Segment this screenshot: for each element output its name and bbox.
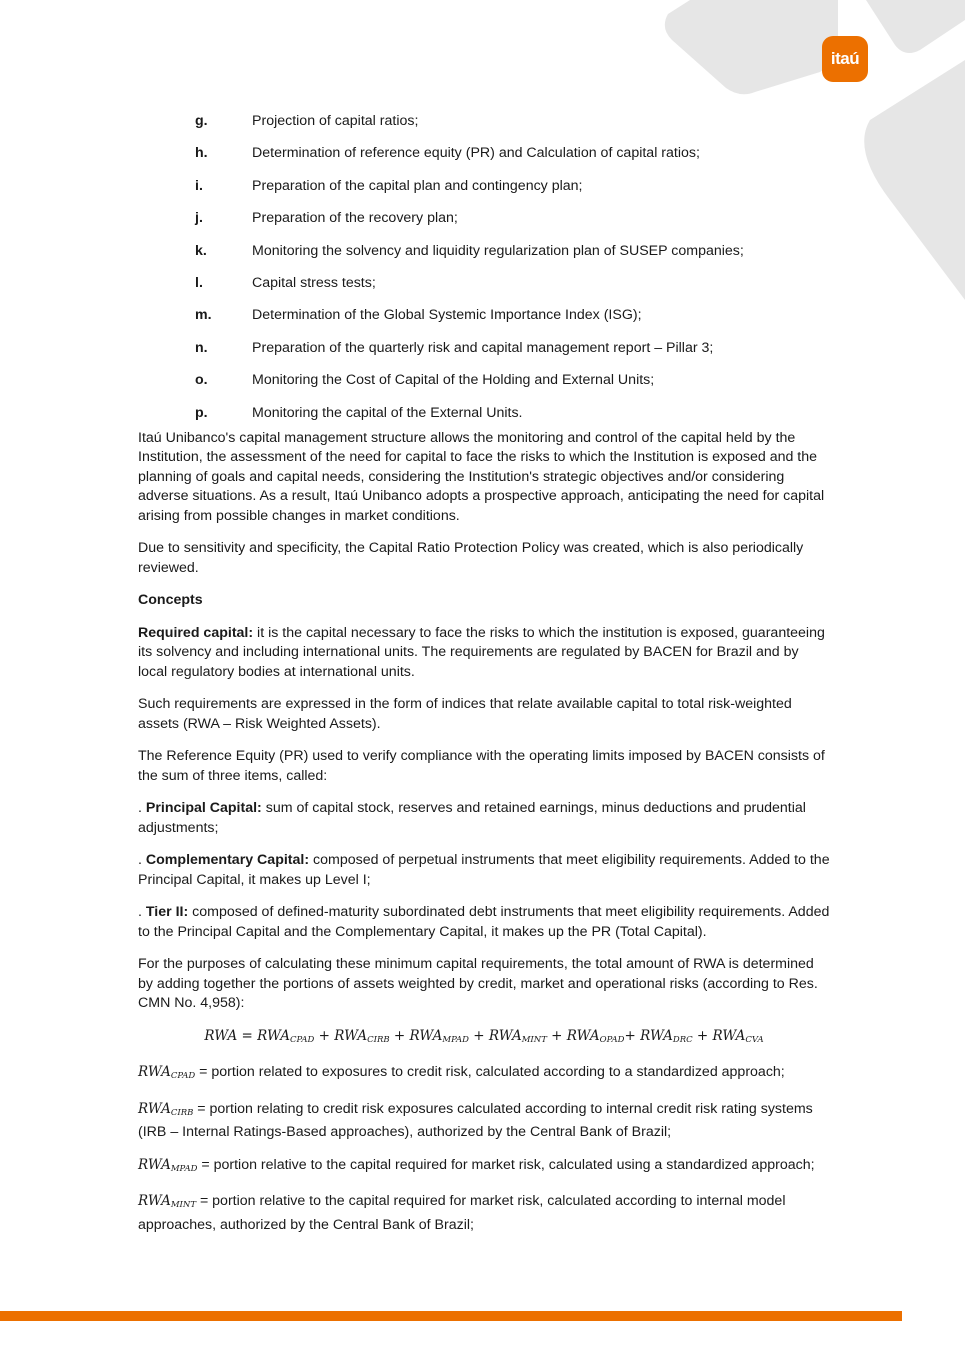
concepts-heading: Concepts [138,592,203,609]
definition-text: = portion relative to the capital required for market risk, calculated using a standardized approach; [197,1156,815,1173]
list-letter: p. [195,404,208,421]
formula-term: $RWA_{DRC}$ [640,1027,693,1045]
definition-cirb [138,1100,830,1143]
formula-term: $RWA_{CIRB}$ [334,1027,390,1045]
list-item [195,306,830,338]
responsibilities-list [138,112,830,429]
decorative-shape-left [665,0,838,94]
document-body [138,112,830,1248]
definition-mint [138,1192,830,1235]
definition-cpad [138,1063,830,1087]
list-text: Monitoring the capital of the External Units. [252,404,523,421]
list-item [195,371,830,403]
list-item [195,274,830,306]
decorative-shape-right [864,60,965,300]
formula-term: $RWA_{CPAD}$ [257,1027,315,1045]
definition-symbol: $RWA_{CIRB}$ [138,1100,194,1118]
definition-symbol: $RWA_{MINT}$ [138,1193,196,1211]
list-letter: j. [195,210,203,227]
definition-symbol: $RWA_{CPAD}$ [138,1064,196,1082]
principal-capital-text: sum of capital stock, reserves and retained earnings, minus deductions and prudential adjustments; [138,800,806,836]
list-item [195,404,830,429]
list-text: Capital stress tests; [252,274,376,291]
rwa-intro-paragraph: For the purposes of calculating these minimum capital requirements, the total amount of RWA is determined by adding together the portions of assets weighted by credit, market and operational risks (according to Res. CMN No. 4,958): [138,956,818,1012]
list-letter: m. [195,307,212,324]
required-capital-paragraph [138,624,830,683]
complementary-capital-item [138,851,830,890]
list-item [195,112,830,144]
required-capital-text: it is the capital necessary to face the risks to which the institution is exposed, guaranteeing its solvency and including international units. The requirements are regulated by BACEN for Brazil and by local regulatory bodies at international units. [138,624,825,680]
principal-capital-label: Principal Capital: [145,800,262,817]
list-item [195,177,830,209]
formula-term: $RWA_{OPAD}$ [566,1027,625,1045]
list-letter: o. [195,372,208,389]
list-item [195,144,830,176]
list-letter: l. [195,274,203,291]
definition-text: = portion relative to the capital required for market risk, calculated according to internal model approaches, authorized by the Central Bank of Brazil; [138,1193,786,1233]
list-letter: g. [195,113,208,129]
list-text: Monitoring the Cost of Capital of the Holding and External Units; [252,372,655,389]
structure-paragraph: Itaú Unibanco's capital management structure allows the monitoring and control of the capital held by the Institution, the assessment of the need for capital to face the risks to which the Institution is exposed and the planning of goals and capital needs, considering the Institution's strategic objectives and/or considering adverse situations. As a result, Itaú Unibanco adopts a prospective approach, anticipating the need for capital arising from possible changes in market conditions. [138,429,825,524]
formula-lhs: RWA [204,1027,238,1044]
list-letter: h. [195,145,208,162]
formula-term: $RWA_{CVA}$ [712,1027,764,1045]
list-letter: n. [195,339,208,356]
list-text: Preparation of the recovery plan; [252,210,458,227]
principal-capital-item [138,799,830,838]
complementary-capital-text: composed of perpetual instruments that meet eligibility requirements. Added to the Principal Capital, it makes up Level I; [138,852,830,888]
definition-symbol: $RWA_{MPAD}$ [138,1156,198,1174]
formula-term: $RWA_{MINT}$ [488,1027,547,1045]
list-text: Projection of capital ratios; [252,113,419,129]
list-text: Monitoring the solvency and liquidity regularization plan of SUSEP companies; [252,242,744,259]
definition-text: = portion related to exposures to credit risk, calculated according to a standardized approach; [195,1064,785,1081]
itau-logo: itaú [822,36,868,82]
bullet-dot: . [138,800,146,817]
complementary-capital-label: Complementary Capital: [145,852,310,869]
list-item [195,209,830,241]
bullet-dot: . [138,852,146,869]
formula-term: $RWA_{MPAD}$ [409,1027,469,1045]
list-text: Determination of reference equity (PR) and Calculation of capital ratios; [252,145,700,162]
definition-text: = portion relating to credit risk exposures calculated according to internal credit risk rating systems (IRB – Internal Ratings-Based approaches), authorized by the Central Bank of Brazil; [138,1100,813,1141]
list-item [195,339,830,371]
formula-equals: = [237,1027,258,1044]
footer-accent-bar [0,1311,902,1321]
reference-equity-paragraph: The Reference Equity (PR) used to verify compliance with the operating limits imposed by BACEN consists of the sum of three items, called: [138,748,825,784]
bullet-dot: . [138,904,146,921]
decorative-shape-right-top [866,0,965,53]
required-capital-label: Required capital: [138,624,254,641]
list-text: Determination of the Global Systemic Importance Index (ISG); [252,307,642,324]
list-item [195,242,830,274]
list-text: Preparation of the quarterly risk and capital management report – Pillar 3; [252,339,714,356]
tier2-text: composed of defined-maturity subordinated debt instruments that meet eligibility requirements. Added to the Principal Capital and the Complementary Capital, it makes up the PR (Total Capital). [138,904,830,940]
definition-mpad [138,1156,830,1180]
list-text: Preparation of the capital plan and contingency plan; [252,177,583,194]
list-letter: i. [195,177,203,194]
policy-paragraph: Due to sensitivity and specificity, the Capital Ratio Protection Policy was created, which is also periodically reviewed. [138,540,804,576]
indices-paragraph: Such requirements are expressed in the form of indices that relate available capital to total risk-weighted assets (RWA – Risk Weighted Assets). [138,696,792,732]
rwa-formula: RWA = $RWA_{CPAD} + RWA_{CIRB} + RWA_{MPAD} + RWA_{MINT} + RWA_{OPAD}+ RWA_{DRC} + RWA_{CVA}$ [204,1027,764,1045]
tier2-label: Tier II: [145,904,189,921]
tier2-item [138,903,830,942]
list-letter: k. [195,242,207,259]
